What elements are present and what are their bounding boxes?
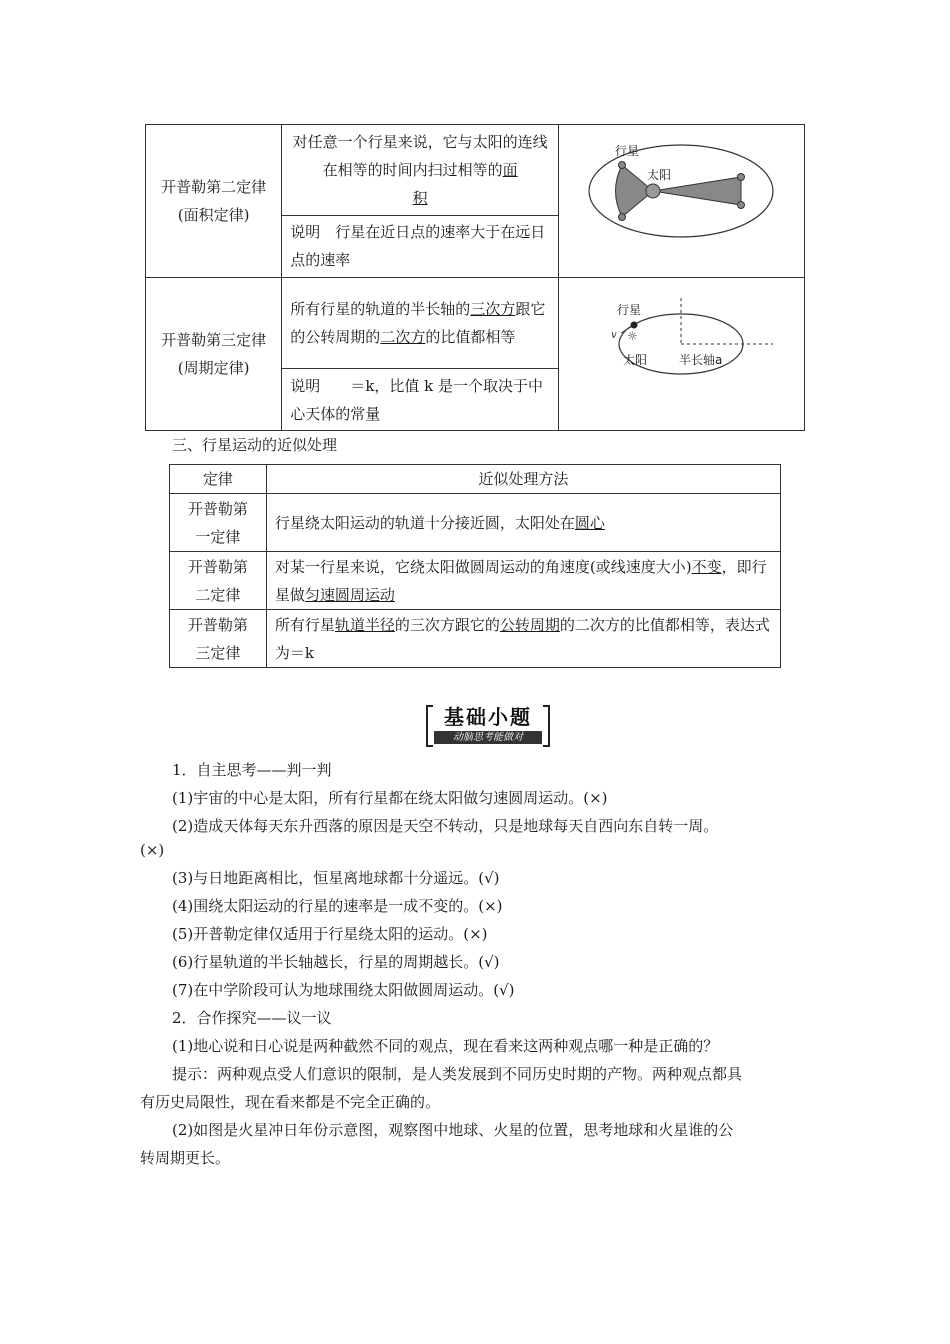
second-law-blank-1: 面 — [502, 160, 518, 179]
kepler-laws-table — [145, 124, 805, 431]
third-law-content — [282, 278, 559, 369]
row-method-blank-2: 公转周期 — [499, 615, 560, 634]
fig2-velocity-label: v — [610, 330, 617, 341]
third-law-blank-2: 二次方 — [380, 328, 426, 347]
table-row — [170, 610, 781, 668]
row-method-cell — [266, 610, 780, 668]
second-law-name-cell — [146, 125, 282, 278]
second-law-figure-cell — [558, 125, 804, 278]
section3-heading: 三、行星运动的近似处理 — [172, 436, 338, 454]
third-law-figure-cell — [558, 278, 804, 431]
col-method-header: 近似处理方法 — [266, 465, 780, 494]
hint-line: 提示：两种观点受人们意识的限制，是人类发展到不同历史时期的产物。两种观点都具 — [172, 1065, 743, 1083]
second-law-note: 说明 行星在近日点的速率大于在远日点的速率 — [282, 215, 559, 277]
row-method-cell — [266, 552, 780, 610]
fig1-planet-label: 行星 — [614, 144, 639, 158]
approximation-table — [169, 464, 781, 668]
area-law-diagram — [559, 125, 804, 268]
q2-question: (2)如图是火星冲日年份示意图，观察图中地球、火星的位置，思考地球和火星谁的公 — [172, 1121, 734, 1139]
basic-questions-badge — [426, 705, 550, 745]
col-law-header: 定律 — [170, 465, 267, 494]
row-method-blank: 轨道半径 — [334, 615, 395, 634]
second-law-text: 对任意一个行星来说，它与太阳的连线在相等的时间内扫过相等的 — [292, 132, 548, 179]
q1-item: (7)在中学阶段可认为地球围绕太阳做圆周运动。(√) — [172, 981, 515, 999]
row-method-text: 所有行星 — [274, 615, 335, 634]
row-method-blank: 不变 — [691, 557, 722, 576]
period-law-diagram — [559, 278, 804, 421]
row-method-text: 对某一行星来说，它绕太阳做圆周运动的角速度(或线速度大小) — [274, 557, 692, 576]
row-method-blank-2: 匀速圆周运动 — [304, 585, 395, 604]
row-law-line2: 三定律 — [195, 643, 241, 662]
q1-item: (2)造成天体每天东升西落的原因是天空不转动，只是地球每天自西向东自转一周。 — [172, 817, 719, 835]
third-law-alias: (周期定律) — [177, 359, 250, 377]
row-law-cell — [170, 494, 267, 552]
q2-question-cont: 转周期更长。 — [140, 1149, 231, 1167]
fig2-axis-label: 半长轴a — [678, 353, 723, 367]
q1-item: (6)行星轨道的半长轴越长，行星的周期越长。(√) — [172, 953, 500, 971]
second-law-alias: (面积定律) — [177, 206, 250, 224]
row-law-line2: 一定律 — [195, 527, 241, 546]
third-law-note-prefix: 说明 — [290, 376, 336, 395]
row-law-cell — [170, 610, 267, 668]
third-law-note-body: ＝k，比值 k 是一个取决于中心天体的常量 — [290, 376, 544, 423]
second-law-name: 开普勒第二定律 — [161, 178, 267, 196]
row-law-line1: 开普勒第 — [187, 557, 248, 576]
third-law-note — [282, 369, 559, 431]
fig2-planet-label: 行星 — [616, 303, 641, 317]
row-method-blank: 圆心 — [574, 513, 605, 532]
second-law-blank-2: 积 — [412, 188, 428, 207]
row-method-text: 行星绕太阳运动的轨道十分接近圆，太阳处在 — [274, 513, 575, 532]
q1-item: (1)宇宙的中心是太阳，所有行星都在绕太阳做匀速圆周运动。(×) — [172, 789, 608, 807]
fig2-sun-label: 太阳 — [622, 353, 647, 367]
row-method-text-2: ，即行星做 — [274, 557, 767, 604]
third-law-name-cell — [146, 278, 282, 431]
q1-item: (4)围绕太阳运动的行星的速率是一成不变的。(×) — [172, 897, 503, 915]
row-method-text-3: 的二次方的比值都相等，表达式为＝k — [274, 615, 770, 662]
q2-heading: 2．合作探究——议一议 — [172, 1009, 332, 1027]
third-law-name: 开普勒第三定律 — [161, 331, 267, 349]
badge-subtitle: 动脑思考能做对 — [434, 731, 542, 744]
third-law-text-b: 跟它的公转周期的 — [290, 300, 546, 347]
hint-line: 有历史局限性，现在看来都是不完全正确的。 — [140, 1093, 441, 1111]
row-law-cell — [170, 552, 267, 610]
table-row — [170, 494, 781, 552]
row-law-line2: 二定律 — [195, 585, 241, 604]
table-row — [170, 552, 781, 610]
row-law-line1: 开普勒第 — [187, 615, 248, 634]
q1-item-cont: (×) — [140, 841, 165, 859]
q2-question: (1)地心说和日心说是两种截然不同的观点，现在看来这两种观点哪一种是正确的？ — [172, 1037, 719, 1055]
q1-heading: 1．自主思考——判一判 — [172, 761, 332, 779]
q1-item: (5)开普勒定律仅适用于行星绕太阳的运动。(×) — [172, 925, 488, 943]
fig2-sun-icon: ☼ — [626, 329, 638, 343]
second-law-content — [282, 125, 559, 216]
third-law-text-a: 所有行星的轨道的半长轴的 — [290, 300, 471, 319]
row-law-line1: 开普勒第 — [187, 499, 248, 518]
badge-title: 基础小题 — [444, 705, 532, 729]
third-law-text-c: 的比值都相等 — [425, 328, 516, 347]
fig1-sun-label: 太阳 — [646, 168, 671, 182]
q1-item: (3)与日地距离相比，恒星离地球都十分遥远。(√) — [172, 869, 500, 887]
third-law-blank-1: 三次方 — [470, 300, 516, 319]
row-method-text-2: 的三次方跟它的 — [394, 615, 500, 634]
row-method-cell — [266, 494, 780, 552]
